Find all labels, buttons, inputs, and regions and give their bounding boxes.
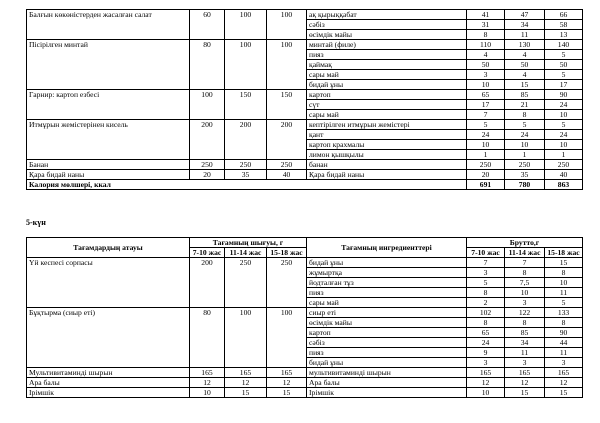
ingredient-name: картоп (307, 328, 467, 338)
portion-11-14: 100 (225, 10, 267, 40)
brutto-7-10: 50 (467, 60, 505, 70)
brutto-15-18: 15 (545, 388, 583, 398)
portion-7-10: 12 (190, 378, 225, 388)
brutto-7-10: 5 (467, 120, 505, 130)
brutto-11-14: 34 (505, 338, 545, 348)
brutto-7-10: 1 (467, 150, 505, 160)
brutto-11-14: 85 (505, 328, 545, 338)
ingredient-name: сәбіз (307, 20, 467, 30)
header-age-11-14: 11-14 жас (225, 248, 267, 258)
ingredient-name: сүт (307, 100, 467, 110)
brutto-7-10: 9 (467, 348, 505, 358)
dish-name: Үй кеспесі сорпасы (27, 258, 190, 308)
brutto-11-14: 34 (505, 20, 545, 30)
portion-11-14: 12 (225, 378, 267, 388)
portion-7-10: 100 (190, 90, 225, 120)
dish-name: Бұқтырма (сиыр еті) (27, 308, 190, 368)
brutto-7-10: 41 (467, 10, 505, 20)
brutto-11-14: 7 (505, 258, 545, 268)
portion-15-18: 12 (267, 378, 307, 388)
portion-7-10: 10 (190, 388, 225, 398)
portion-15-18: 40 (267, 170, 307, 180)
portion-15-18: 250 (267, 160, 307, 170)
brutto-15-18: 13 (545, 30, 583, 40)
header-dish: Тағамдардың атауы (27, 238, 190, 258)
brutto-15-18: 66 (545, 10, 583, 20)
brutto-11-14: 122 (505, 308, 545, 318)
brutto-11-14: 85 (505, 90, 545, 100)
dish-name: Мультивитаминді шырын (27, 368, 190, 378)
brutto-7-10: 2 (467, 298, 505, 308)
ingredient-name: қант (307, 130, 467, 140)
portion-7-10: 80 (190, 40, 225, 90)
total-row (27, 180, 583, 190)
brutto-11-14: 10 (505, 140, 545, 150)
brutto-11-14: 1 (505, 150, 545, 160)
header-age-11-14: 11-14 жас (505, 248, 545, 258)
dish-name: Банан (27, 160, 190, 170)
header-age-15-18: 15-18 жас (267, 248, 307, 258)
brutto-15-18: 44 (545, 338, 583, 348)
table-row (27, 90, 583, 100)
brutto-7-10: 3 (467, 70, 505, 80)
ingredient-name: лимон қышқылы (307, 150, 467, 160)
ingredient-name: кептірілген итмұрын жемістері (307, 120, 467, 130)
section-heading: 5-күн (26, 218, 46, 227)
brutto-7-10: 24 (467, 338, 505, 348)
brutto-15-18: 8 (545, 268, 583, 278)
brutto-15-18: 90 (545, 90, 583, 100)
brutto-7-10: 10 (467, 140, 505, 150)
total-11-14: 780 (505, 180, 545, 190)
brutto-15-18: 5 (545, 298, 583, 308)
brutto-7-10: 17 (467, 100, 505, 110)
portion-11-14: 250 (225, 160, 267, 170)
brutto-15-18: 15 (545, 258, 583, 268)
brutto-15-18: 5 (545, 120, 583, 130)
ingredient-name: минтай (филе) (307, 40, 467, 50)
ingredient-name: Қара бидай наны (307, 170, 467, 180)
brutto-15-18: 90 (545, 328, 583, 338)
dish-name: Итмұрын жемістерінен кисель (27, 120, 190, 160)
ingredient-name: картоп крахмалы (307, 140, 467, 150)
brutto-7-10: 7 (467, 110, 505, 120)
brutto-15-18: 165 (545, 368, 583, 378)
portion-11-14: 15 (225, 388, 267, 398)
header-portion: Тағамның шығуы, г (190, 238, 307, 248)
header-brutto: Брутто,г (467, 238, 583, 248)
portion-7-10: 250 (190, 160, 225, 170)
brutto-15-18: 1 (545, 150, 583, 160)
ingredient-name: банан (307, 160, 467, 170)
ingredient-name: өсімдік майы (307, 318, 467, 328)
portion-15-18: 100 (267, 10, 307, 40)
brutto-11-14: 250 (505, 160, 545, 170)
brutto-7-10: 12 (467, 378, 505, 388)
ingredient-name: бидай ұны (307, 258, 467, 268)
brutto-7-10: 102 (467, 308, 505, 318)
brutto-11-14: 3 (505, 358, 545, 368)
ingredient-name: пияз (307, 348, 467, 358)
brutto-7-10: 20 (467, 170, 505, 180)
brutto-11-14: 11 (505, 30, 545, 40)
dish-name: Қара бидай наны (27, 170, 190, 180)
portion-15-18: 100 (267, 40, 307, 90)
table-header-row (27, 238, 583, 248)
brutto-15-18: 3 (545, 358, 583, 368)
portion-15-18: 250 (267, 258, 307, 308)
ingredient-name: Ірімшік (307, 388, 467, 398)
ingredient-name: картоп (307, 90, 467, 100)
total-7-10: 691 (467, 180, 505, 190)
portion-7-10: 60 (190, 10, 225, 40)
total-15-18: 863 (545, 180, 583, 190)
brutto-7-10: 24 (467, 130, 505, 140)
brutto-15-18: 50 (545, 60, 583, 70)
brutto-11-14: 12 (505, 378, 545, 388)
brutto-7-10: 10 (467, 80, 505, 90)
brutto-7-10: 65 (467, 328, 505, 338)
ingredient-name: пияз (307, 288, 467, 298)
brutto-11-14: 5 (505, 120, 545, 130)
portion-7-10: 165 (190, 368, 225, 378)
brutto-15-18: 11 (545, 348, 583, 358)
brutto-7-10: 8 (467, 288, 505, 298)
brutto-11-14: 8 (505, 318, 545, 328)
portion-15-18: 100 (267, 308, 307, 368)
portion-11-14: 100 (225, 40, 267, 90)
brutto-11-14: 165 (505, 368, 545, 378)
ingredient-name: сары май (307, 110, 467, 120)
brutto-11-14: 3 (505, 298, 545, 308)
brutto-15-18: 12 (545, 378, 583, 388)
portion-11-14: 250 (225, 258, 267, 308)
ingredient-name: мультивитаминді шырын (307, 368, 467, 378)
brutto-15-18: 10 (545, 278, 583, 288)
portion-7-10: 80 (190, 308, 225, 368)
brutto-15-18: 11 (545, 288, 583, 298)
brutto-7-10: 3 (467, 268, 505, 278)
brutto-11-14: 47 (505, 10, 545, 20)
header-age-7-10: 7-10 жас (190, 248, 225, 258)
ingredient-name: сары май (307, 298, 467, 308)
brutto-15-18: 24 (545, 100, 583, 110)
brutto-11-14: 11 (505, 348, 545, 358)
brutto-15-18: 58 (545, 20, 583, 30)
ingredient-name: бидай ұны (307, 358, 467, 368)
dish-name: Ірімшік (27, 388, 190, 398)
table-row (27, 10, 583, 20)
brutto-11-14: 15 (505, 388, 545, 398)
header-ingredients: Тағамның ингредиенттері (307, 238, 467, 258)
header-age-15-18: 15-18 жас (545, 248, 583, 258)
portion-15-18: 200 (267, 120, 307, 160)
portion-11-14: 35 (225, 170, 267, 180)
brutto-11-14: 50 (505, 60, 545, 70)
brutto-7-10: 10 (467, 388, 505, 398)
brutto-7-10: 165 (467, 368, 505, 378)
brutto-7-10: 65 (467, 90, 505, 100)
portion-7-10: 20 (190, 170, 225, 180)
brutto-11-14: 15 (505, 80, 545, 90)
brutto-11-14: 4 (505, 70, 545, 80)
brutto-11-14: 130 (505, 40, 545, 50)
brutto-15-18: 10 (545, 140, 583, 150)
ingredient-name: йодталған тұз (307, 278, 467, 288)
brutto-11-14: 24 (505, 130, 545, 140)
ingredient-name: сары май (307, 70, 467, 80)
brutto-11-14: 4 (505, 50, 545, 60)
ingredient-name: бидай ұны (307, 80, 467, 90)
brutto-11-14: 8 (505, 268, 545, 278)
brutto-15-18: 250 (545, 160, 583, 170)
portion-11-14: 165 (225, 368, 267, 378)
brutto-7-10: 8 (467, 30, 505, 40)
brutto-15-18: 5 (545, 50, 583, 60)
brutto-7-10: 31 (467, 20, 505, 30)
portion-7-10: 200 (190, 120, 225, 160)
brutto-7-10: 4 (467, 50, 505, 60)
brutto-7-10: 5 (467, 278, 505, 288)
ingredient-name: ақ қырыққабат (307, 10, 467, 20)
brutto-15-18: 140 (545, 40, 583, 50)
portion-15-18: 15 (267, 388, 307, 398)
ingredient-name: сәбіз (307, 338, 467, 348)
portion-11-14: 100 (225, 308, 267, 368)
ingredient-name: сиыр еті (307, 308, 467, 318)
brutto-15-18: 10 (545, 110, 583, 120)
brutto-11-14: 35 (505, 170, 545, 180)
brutto-7-10: 8 (467, 318, 505, 328)
portion-15-18: 150 (267, 90, 307, 120)
table-row (27, 120, 583, 130)
brutto-15-18: 24 (545, 130, 583, 140)
brutto-15-18: 5 (545, 70, 583, 80)
table-row (27, 308, 583, 318)
dish-name: Гарнир: картоп езбесі (27, 90, 190, 120)
total-label: Калория мөлшері, ккал (27, 180, 467, 190)
header-age-7-10: 7-10 жас (467, 248, 505, 258)
table-row (27, 258, 583, 268)
table-row (27, 388, 583, 398)
menu-table-day-4 (26, 9, 583, 190)
brutto-11-14: 10 (505, 288, 545, 298)
portion-7-10: 200 (190, 258, 225, 308)
portion-11-14: 200 (225, 120, 267, 160)
ingredient-name: қаймақ (307, 60, 467, 70)
dish-name: Пісірілген минтай (27, 40, 190, 90)
ingredient-name: Ара балы (307, 378, 467, 388)
brutto-7-10: 250 (467, 160, 505, 170)
dish-name: Ара балы (27, 378, 190, 388)
table-row (27, 40, 583, 50)
ingredient-name: пияз (307, 50, 467, 60)
menu-table-day-5 (26, 237, 583, 398)
brutto-11-14: 8 (505, 110, 545, 120)
dish-name: Балғын көкөністерден жасалған салат (27, 10, 190, 40)
portion-11-14: 150 (225, 90, 267, 120)
brutto-7-10: 7 (467, 258, 505, 268)
brutto-15-18: 17 (545, 80, 583, 90)
brutto-15-18: 40 (545, 170, 583, 180)
brutto-11-14: 7,5 (505, 278, 545, 288)
table-row (27, 378, 583, 388)
ingredient-name: өсімдік майы (307, 30, 467, 40)
table-row (27, 170, 583, 180)
brutto-7-10: 3 (467, 358, 505, 368)
brutto-15-18: 133 (545, 308, 583, 318)
table-row (27, 368, 583, 378)
portion-15-18: 165 (267, 368, 307, 378)
ingredient-name: жұмыртқа (307, 268, 467, 278)
table-row (27, 160, 583, 170)
brutto-7-10: 110 (467, 40, 505, 50)
brutto-11-14: 21 (505, 100, 545, 110)
brutto-15-18: 8 (545, 318, 583, 328)
